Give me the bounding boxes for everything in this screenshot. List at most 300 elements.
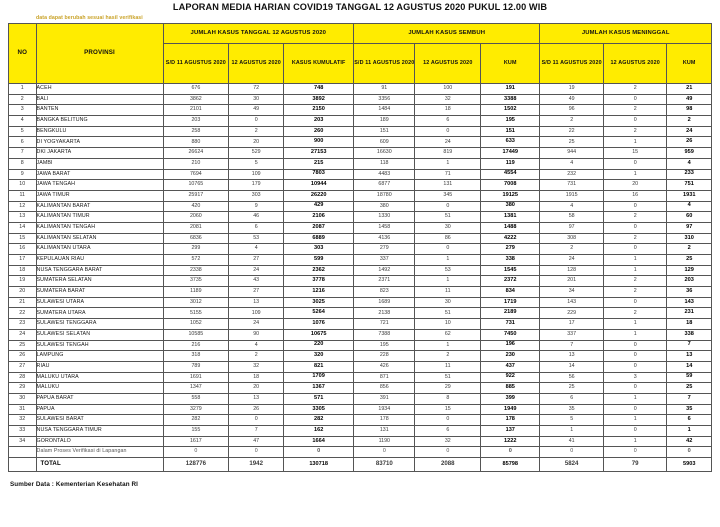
row-provinsi: SULAWESI BARAT [36,415,163,426]
row-meninggal-12agt: 0 [603,297,667,308]
row-kasus-kumulatif: 429 [284,201,354,212]
row-meninggal-sd11: 13 [540,351,604,362]
row-no: 16 [9,244,37,255]
row-meninggal-12agt: 2 [603,84,667,95]
row-meninggal-sd11: 24 [540,255,604,266]
row-meninggal-12agt: 2 [603,287,667,298]
row-meninggal-sd11: 731 [540,180,604,191]
row-sembuh-kum: 885 [481,383,540,394]
table-row [9,148,712,159]
row-sembuh-sd11: 871 [354,372,415,383]
row-meninggal-12agt: 2 [603,308,667,319]
source-note: Sumber Data : Kementerian Kesehatan RI [10,481,139,489]
row-no: 19 [9,276,37,287]
row-sembuh-sd11: 189 [354,116,415,127]
total-sembuh-kum: 85798 [481,458,540,472]
row-meninggal-sd11: 5 [540,415,604,426]
row-kasus-12agt: 13 [229,297,284,308]
row-sembuh-12agt: 0 [415,415,481,426]
row-no: 26 [9,351,37,362]
row-no: 31 [9,404,37,415]
table-row [9,383,712,394]
table-row [9,276,712,287]
row-kasus-12agt: 4 [229,244,284,255]
row-provinsi: JAWA BARAT [36,169,163,180]
header-sembuh-kum: KUM [481,44,540,84]
row-meninggal-12agt: 0 [603,94,667,105]
row-meninggal-12agt: 2 [603,212,667,223]
row-meninggal-kum: 49 [667,94,712,105]
row-kasus-12agt: 43 [229,276,284,287]
row-sembuh-12agt: 8 [415,393,481,404]
row-meninggal-sd11: 25 [540,383,604,394]
row-meninggal-sd11: 35 [540,404,604,415]
row-kasus-sd11: 2338 [163,265,229,276]
row-sembuh-kum: 17449 [481,148,540,159]
row-kasus-kumulatif: 3305 [284,404,354,415]
row-provinsi: NUSA TENGGARA BARAT [36,265,163,276]
row-kasus-kumulatif: 2362 [284,265,354,276]
row-kasus-kumulatif: 260 [284,126,354,137]
row-kasus-kumulatif: 220 [284,340,354,351]
page-title: LAPORAN MEDIA HARIAN COVID19 TANGGAL 12 AGUSTUS 2020 PUKUL 12.00 WIB [172,2,548,12]
row-meninggal-12agt: 0 [603,158,667,169]
row-kasus-kumulatif: 1709 [284,372,354,383]
row-sembuh-12agt: 24 [415,137,481,148]
row-meninggal-kum: 4 [667,201,712,212]
row-meninggal-sd11: 2 [540,116,604,127]
row-meninggal-12agt: 0 [603,116,667,127]
row-provinsi: SUMATERA SELATAN [36,276,163,287]
row-kasus-kumulatif: 6889 [284,233,354,244]
table-row [9,233,712,244]
row-meninggal-12agt: 0 [603,340,667,351]
row-sembuh-kum: 437 [481,361,540,372]
row-meninggal-12agt: 0 [603,351,667,362]
row-no: 15 [9,233,37,244]
table-row [9,244,712,255]
row-meninggal-kum: 310 [667,233,712,244]
table-row [9,393,712,404]
row-kasus-12agt: 179 [229,180,284,191]
row-sembuh-12agt: 6 [415,116,481,127]
row-kasus-12agt: 0 [229,447,284,458]
row-meninggal-sd11: 229 [540,308,604,319]
table-row [9,137,712,148]
row-kasus-sd11: 0 [163,447,229,458]
row-provinsi: BANGKA BELITUNG [36,116,163,127]
row-kasus-12agt: 46 [229,212,284,223]
row-meninggal-sd11: 128 [540,265,604,276]
row-sembuh-sd11: 4136 [354,233,415,244]
row-meninggal-12agt: 1 [603,319,667,330]
row-provinsi: GORONTALO [36,436,163,447]
row-meninggal-12agt: 0 [603,447,667,458]
row-kasus-12agt: 24 [229,265,284,276]
row-meninggal-sd11: 0 [540,447,604,458]
row-kasus-sd11: 880 [163,137,229,148]
total-kasus-12agt: 1942 [229,458,284,472]
row-sembuh-kum: 922 [481,372,540,383]
header-sembuh-sd11: S/D 11 AGUSTUS 2020 [354,44,415,84]
row-meninggal-sd11: 19 [540,84,604,95]
row-sembuh-kum: 1381 [481,212,540,223]
row-kasus-12agt: 13 [229,393,284,404]
row-sembuh-12agt: 29 [415,383,481,394]
table-row [9,84,712,95]
row-sembuh-kum: 1949 [481,404,540,415]
total-sembuh-12agt: 2088 [415,458,481,472]
table-row [9,265,712,276]
row-meninggal-sd11: 1915 [540,190,604,201]
row-no: 6 [9,137,37,148]
row-provinsi: JAMBI [36,158,163,169]
row-provinsi: MALUKU UTARA [36,372,163,383]
row-kasus-kumulatif: 0 [284,447,354,458]
row-kasus-12agt: 27 [229,255,284,266]
row-kasus-kumulatif: 2087 [284,222,354,233]
page-subtitle: data dapat berubah sesuai hasil verifikasi [36,15,143,21]
table-row [9,158,712,169]
row-kasus-12agt: 109 [229,308,284,319]
row-no: 3 [9,105,37,116]
row-meninggal-12agt: 0 [603,361,667,372]
row-sembuh-12agt: 1 [415,158,481,169]
row-sembuh-sd11: 151 [354,126,415,137]
header-provinsi: PROVINSI [36,24,163,84]
table-row [9,212,712,223]
row-sembuh-12agt: 30 [415,222,481,233]
row-sembuh-kum: 633 [481,137,540,148]
row-kasus-kumulatif: 26220 [284,190,354,201]
header-kasus-kumulatif: KASUS KUMULATIF [284,44,354,84]
row-provinsi: RIAU [36,361,163,372]
row-kasus-sd11: 1052 [163,319,229,330]
row-kasus-sd11: 203 [163,116,229,127]
row-no: 13 [9,212,37,223]
row-sembuh-sd11: 1484 [354,105,415,116]
row-meninggal-12agt: 2 [603,233,667,244]
row-sembuh-kum: 178 [481,415,540,426]
row-sembuh-12agt: 11 [415,287,481,298]
row-sembuh-12agt: 11 [415,361,481,372]
row-no: 10 [9,180,37,191]
row-no: 17 [9,255,37,266]
row-kasus-kumulatif: 282 [284,415,354,426]
row-sembuh-kum: 1502 [481,105,540,116]
row-kasus-kumulatif: 1664 [284,436,354,447]
row-sembuh-kum: 119 [481,158,540,169]
row-kasus-kumulatif: 3892 [284,94,354,105]
row-no: 24 [9,329,37,340]
header-group-kasus: JUMLAH KASUS TANGGAL 12 AGUSTUS 2020 [163,24,354,44]
row-kasus-sd11: 5155 [163,308,229,319]
row-provinsi: LAMPUNG [36,351,163,362]
row-kasus-kumulatif: 215 [284,158,354,169]
row-kasus-sd11: 216 [163,340,229,351]
row-sembuh-sd11: 1934 [354,404,415,415]
row-sembuh-12agt: 30 [415,297,481,308]
row-kasus-sd11: 155 [163,426,229,437]
table-row [9,94,712,105]
row-kasus-12agt: 9 [229,201,284,212]
row-sembuh-kum: 230 [481,351,540,362]
row-sembuh-sd11: 1190 [354,436,415,447]
row-meninggal-12agt: 0 [603,426,667,437]
row-no: 11 [9,190,37,201]
row-provinsi: NUSA TENGGARA TIMUR [36,426,163,437]
row-sembuh-12agt: 62 [415,329,481,340]
row-meninggal-kum: 233 [667,169,712,180]
row-meninggal-sd11: 17 [540,319,604,330]
row-sembuh-12agt: 345 [415,190,481,201]
row-sembuh-12agt: 51 [415,212,481,223]
row-sembuh-sd11: 178 [354,415,415,426]
row-meninggal-kum: 59 [667,372,712,383]
row-meninggal-sd11: 97 [540,222,604,233]
row-kasus-12agt: 0 [229,116,284,127]
table-row [9,340,712,351]
row-kasus-sd11: 282 [163,415,229,426]
row-meninggal-sd11: 34 [540,287,604,298]
row-kasus-12agt: 90 [229,329,284,340]
row-kasus-sd11: 258 [163,126,229,137]
row-sembuh-sd11: 426 [354,361,415,372]
row-sembuh-sd11: 6877 [354,180,415,191]
row-no: 5 [9,126,37,137]
row-sembuh-12agt: 71 [415,169,481,180]
row-meninggal-12agt: 15 [603,148,667,159]
header-group-sembuh: JUMLAH KASUS SEMBUH [354,24,540,44]
row-meninggal-kum: 21 [667,84,712,95]
row-meninggal-kum: 231 [667,308,712,319]
row-kasus-sd11: 676 [163,84,229,95]
row-kasus-12agt: 27 [229,287,284,298]
row-no: 12 [9,201,37,212]
row-meninggal-kum: 4 [667,158,712,169]
header-meninggal-12agt: 12 AGUSTUS 2020 [603,44,667,84]
row-sembuh-12agt: 86 [415,233,481,244]
row-sembuh-sd11: 1492 [354,265,415,276]
row-meninggal-12agt: 2 [603,276,667,287]
row-kasus-12agt: 109 [229,169,284,180]
table-row [9,169,712,180]
row-no: 9 [9,169,37,180]
row-meninggal-12agt: 20 [603,180,667,191]
row-kasus-12agt: 6 [229,222,284,233]
row-meninggal-kum: 42 [667,436,712,447]
row-meninggal-kum: 959 [667,148,712,159]
row-kasus-12agt: 20 [229,383,284,394]
row-no: 34 [9,436,37,447]
row-sembuh-kum: 196 [481,340,540,351]
row-no: 14 [9,222,37,233]
row-kasus-kumulatif: 5264 [284,308,354,319]
row-no: 21 [9,297,37,308]
row-provinsi: SULAWESI UTARA [36,297,163,308]
row-no: 1 [9,84,37,95]
row-meninggal-12agt: 0 [603,201,667,212]
row-sembuh-sd11: 2138 [354,308,415,319]
row-sembuh-kum: 2189 [481,308,540,319]
row-sembuh-12agt: 1 [415,276,481,287]
row-sembuh-sd11: 4483 [354,169,415,180]
row-kasus-sd11: 26624 [163,148,229,159]
row-provinsi: SUMATERA UTARA [36,308,163,319]
row-meninggal-12agt: 1 [603,255,667,266]
table-row [9,415,712,426]
header-kasus-sd11: S/D 11 AGUSTUS 2020 [163,44,229,84]
row-meninggal-sd11: 1 [540,426,604,437]
table-row [9,361,712,372]
row-sembuh-sd11: 391 [354,393,415,404]
row-sembuh-kum: 1222 [481,436,540,447]
row-meninggal-kum: 1931 [667,190,712,201]
row-kasus-sd11: 2081 [163,222,229,233]
row-meninggal-sd11: 96 [540,105,604,116]
row-sembuh-sd11: 823 [354,287,415,298]
row-meninggal-sd11: 6 [540,393,604,404]
row-kasus-sd11: 572 [163,255,229,266]
row-sembuh-12agt: 0 [415,201,481,212]
row-no: 8 [9,158,37,169]
row-kasus-kumulatif: 162 [284,426,354,437]
row-kasus-12agt: 7 [229,426,284,437]
row-meninggal-kum: 203 [667,276,712,287]
row-provinsi: KALIMANTAN UTARA [36,244,163,255]
row-kasus-12agt: 26 [229,404,284,415]
row-kasus-sd11: 420 [163,201,229,212]
row-kasus-kumulatif: 748 [284,84,354,95]
row-sembuh-sd11: 1330 [354,212,415,223]
row-kasus-12agt: 20 [229,137,284,148]
row-kasus-sd11: 7694 [163,169,229,180]
row-sembuh-kum: 338 [481,255,540,266]
row-no: 29 [9,383,37,394]
row-sembuh-12agt: 15 [415,404,481,415]
row-meninggal-kum: 25 [667,383,712,394]
row-kasus-12agt: 2 [229,126,284,137]
row-provinsi: MALUKU [36,383,163,394]
row-meninggal-sd11: 232 [540,169,604,180]
row-kasus-12agt: 24 [229,319,284,330]
row-provinsi: DKI JAKARTA [36,148,163,159]
row-provinsi: SUMATERA BARAT [36,287,163,298]
row-kasus-12agt: 2 [229,351,284,362]
covid-report-table [8,23,712,472]
row-kasus-sd11: 789 [163,361,229,372]
row-sembuh-kum: 151 [481,126,540,137]
row-sembuh-kum: 2372 [481,276,540,287]
row-kasus-kumulatif: 1216 [284,287,354,298]
row-sembuh-12agt: 32 [415,94,481,105]
row-meninggal-12agt: 1 [603,169,667,180]
row-provinsi: PAPUA BARAT [36,393,163,404]
table-row [9,308,712,319]
total-sembuh-sd11: 83710 [354,458,415,472]
row-kasus-kumulatif: 2106 [284,212,354,223]
header-meninggal-sd11: S/D 11 AGUSTUS 2020 [540,44,604,84]
row-kasus-kumulatif: 3778 [284,276,354,287]
table-row [9,436,712,447]
row-meninggal-12agt: 0 [603,244,667,255]
row-sembuh-12agt: 2 [415,351,481,362]
row-no: 4 [9,116,37,127]
row-provinsi: DI YOGYAKARTA [36,137,163,148]
row-no: 25 [9,340,37,351]
total-meninggal-sd11: 5824 [540,458,604,472]
row-meninggal-kum: 14 [667,361,712,372]
header-kasus-12agt: 12 AGUSTUS 2020 [229,44,284,84]
row-provinsi: KALIMANTAN SELATAN [36,233,163,244]
row-sembuh-kum: 1545 [481,265,540,276]
row-sembuh-kum: 834 [481,287,540,298]
row-sembuh-sd11: 195 [354,340,415,351]
row-sembuh-sd11: 118 [354,158,415,169]
table-footer [9,458,712,472]
row-no: 22 [9,308,37,319]
row-sembuh-kum: 4222 [481,233,540,244]
table-row [9,426,712,437]
row-no: 27 [9,361,37,372]
table-row [9,116,712,127]
row-sembuh-sd11: 1689 [354,297,415,308]
row-kasus-kumulatif: 7803 [284,169,354,180]
table-row [9,329,712,340]
row-meninggal-12agt: 1 [603,436,667,447]
row-sembuh-sd11: 228 [354,351,415,362]
table-row [9,255,712,266]
row-kasus-12agt: 53 [229,233,284,244]
header-meninggal-kum: KUM [667,44,712,84]
row-meninggal-sd11: 337 [540,329,604,340]
row-meninggal-kum: 6 [667,415,712,426]
row-provinsi: SULAWESI TENGAH [36,340,163,351]
table-row [9,222,712,233]
row-provinsi: KALIMANTAN TIMUR [36,212,163,223]
row-kasus-sd11: 1691 [163,372,229,383]
row-kasus-12agt: 47 [229,436,284,447]
row-sembuh-kum: 399 [481,393,540,404]
row-provinsi: SULAWESI TENGGARA [36,319,163,330]
row-sembuh-sd11: 0 [354,447,415,458]
row-meninggal-kum: 7 [667,340,712,351]
row-sembuh-12agt: 32 [415,436,481,447]
row-kasus-sd11: 10765 [163,180,229,191]
row-kasus-12agt: 49 [229,105,284,116]
row-kasus-sd11: 1347 [163,383,229,394]
total-no [9,458,37,472]
row-meninggal-kum: 129 [667,265,712,276]
row-sembuh-kum: 191 [481,84,540,95]
row-meninggal-kum: 1 [667,426,712,437]
table-row [9,297,712,308]
row-kasus-sd11: 3279 [163,404,229,415]
row-kasus-sd11: 3862 [163,94,229,105]
row-provinsi: SULAWESI SELATAN [36,329,163,340]
row-sembuh-sd11: 1458 [354,222,415,233]
row-meninggal-sd11: 22 [540,126,604,137]
row-meninggal-sd11: 58 [540,212,604,223]
row-provinsi: ACEH [36,84,163,95]
row-sembuh-sd11: 609 [354,137,415,148]
row-kasus-sd11: 2101 [163,105,229,116]
row-kasus-12agt: 529 [229,148,284,159]
row-provinsi: PAPUA [36,404,163,415]
row-no: 2 [9,94,37,105]
row-provinsi: BANTEN [36,105,163,116]
row-sembuh-12agt: 53 [415,265,481,276]
